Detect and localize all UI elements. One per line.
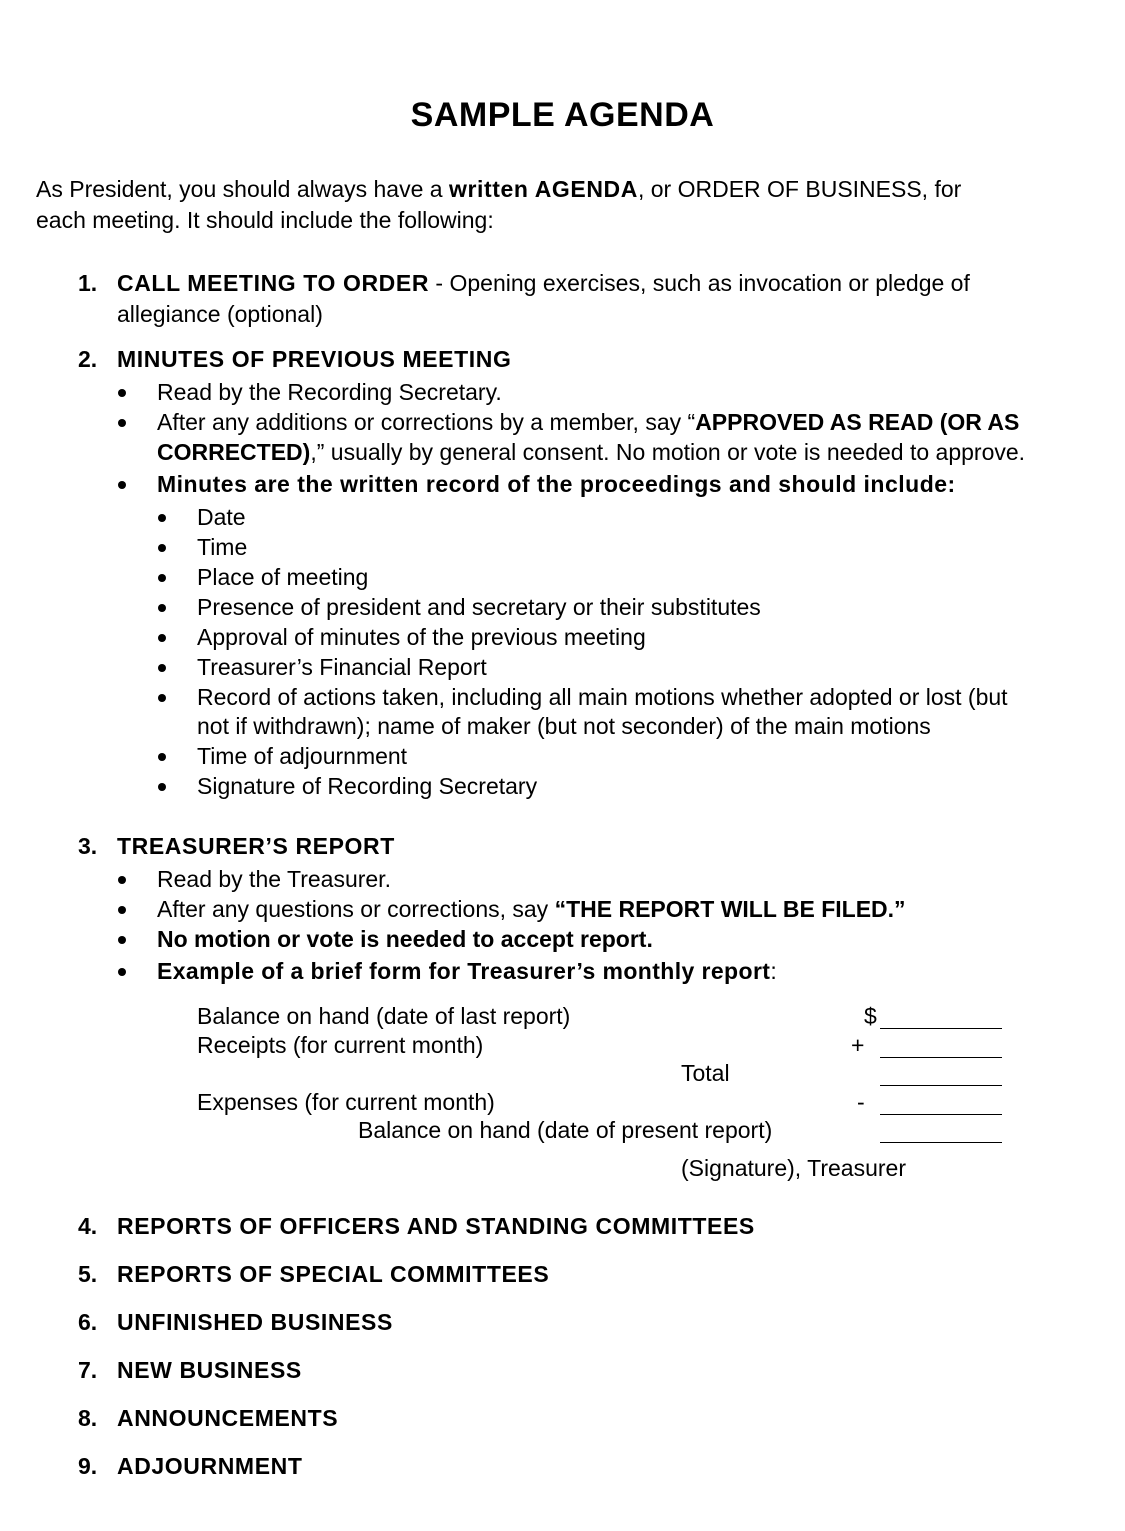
bullet-icon bbox=[118, 876, 126, 884]
agenda-item-heading: ADJOURNMENT bbox=[117, 1453, 303, 1479]
bullet-text-part: After any additions or corrections by a member, say “ bbox=[157, 409, 696, 435]
agenda-item-heading: REPORTS OF SPECIAL COMMITTEES bbox=[117, 1261, 550, 1287]
bullet-icon bbox=[158, 544, 166, 552]
bullet-icon bbox=[118, 389, 126, 397]
bullet-text bbox=[157, 896, 906, 923]
bullet-icon bbox=[158, 783, 166, 791]
list-item: Treasurer’s Financial Report bbox=[197, 654, 487, 680]
form-label-receipts: Receipts (for current month) bbox=[197, 1032, 484, 1058]
intro-line-1 bbox=[36, 176, 961, 203]
form-label-total: Total bbox=[681, 1060, 730, 1086]
agenda-item-minutes: MINUTES OF PREVIOUS MEETING bbox=[117, 346, 512, 372]
dollar-sign: $ bbox=[864, 1003, 877, 1029]
bullet-icon bbox=[158, 574, 166, 582]
report-filed-text: “THE REPORT WILL BE FILED.” bbox=[554, 896, 906, 922]
item-heading: CALL MEETING TO ORDER bbox=[117, 270, 430, 296]
list-item: Record of actions taken, including all main motions whether adopted or lost (but bbox=[197, 684, 1008, 710]
intro-text-continued: , or ORDER OF BUSINESS, for bbox=[637, 176, 962, 202]
agenda-item-call-to-order bbox=[117, 270, 970, 297]
bullet-icon bbox=[158, 753, 166, 761]
blank-line-balance-last bbox=[880, 1028, 1002, 1029]
blank-line-expenses bbox=[880, 1114, 1002, 1115]
plus-sign: + bbox=[851, 1032, 865, 1058]
form-label-balance-last: Balance on hand (date of last report) bbox=[197, 1003, 571, 1029]
item-number: 3. bbox=[78, 833, 98, 859]
bullet-icon bbox=[118, 419, 126, 427]
bullet-text-line-2 bbox=[157, 439, 1025, 466]
bullet-text bbox=[157, 409, 1019, 436]
item-number: 6. bbox=[78, 1309, 98, 1335]
blank-line-receipts bbox=[880, 1057, 1002, 1058]
agenda-item-heading: NEW BUSINESS bbox=[117, 1357, 302, 1383]
corrected-text: CORRECTED) bbox=[157, 439, 311, 465]
blank-line-total bbox=[880, 1085, 1002, 1086]
item-number: 7. bbox=[78, 1357, 98, 1383]
list-item: Signature of Recording Secretary bbox=[197, 773, 538, 799]
item-number: 2. bbox=[78, 346, 98, 372]
item-number: 8. bbox=[78, 1405, 98, 1431]
item-description-line-2: allegiance (optional) bbox=[117, 301, 323, 327]
form-label-balance-present: Balance on hand (date of present report) bbox=[358, 1117, 773, 1143]
intro-text: As President, you should always have a bbox=[36, 176, 449, 202]
agenda-item-heading: UNFINISHED BUSINESS bbox=[117, 1309, 393, 1335]
bullet-text: Read by the Recording Secretary. bbox=[157, 379, 502, 405]
treasurer-signature-label: (Signature), Treasurer bbox=[681, 1155, 906, 1181]
list-item: Presence of president and secretary or their substitutes bbox=[197, 594, 761, 620]
bullet-icon bbox=[118, 936, 126, 944]
list-item: Time bbox=[197, 534, 248, 560]
form-label-expenses: Expenses (for current month) bbox=[197, 1089, 495, 1115]
bullet-icon bbox=[158, 514, 166, 522]
bullet-text: Read by the Treasurer. bbox=[157, 866, 391, 892]
agenda-item-heading: REPORTS OF OFFICERS AND STANDING COMMITTEES bbox=[117, 1213, 755, 1239]
bullet-icon bbox=[118, 906, 126, 914]
item-number: 4. bbox=[78, 1213, 98, 1239]
list-item: Date bbox=[197, 504, 246, 530]
item-description: - Opening exercises, such as invocation or pledge of bbox=[429, 270, 970, 296]
minus-sign: - bbox=[857, 1089, 865, 1115]
bullet-text bbox=[157, 958, 777, 985]
bullet-text-part: ,” usually by general consent. No motion or vote is needed to approve. bbox=[310, 439, 1026, 465]
list-item: Place of meeting bbox=[197, 564, 369, 590]
blank-line-balance-present bbox=[880, 1142, 1002, 1143]
list-item: Approval of minutes of the previous meeting bbox=[197, 624, 646, 650]
item-number: 1. bbox=[78, 270, 98, 296]
page-title: SAMPLE AGENDA bbox=[410, 96, 715, 134]
list-item-continued: not if withdrawn); name of maker (but not seconder) of the main motions bbox=[197, 713, 931, 739]
agenda-item-treasurers-report: TREASURER’S REPORT bbox=[117, 833, 395, 859]
agenda-item-heading: ANNOUNCEMENTS bbox=[117, 1405, 339, 1431]
bullet-icon bbox=[158, 694, 166, 702]
bullet-icon bbox=[118, 968, 126, 976]
intro-line-2: each meeting. It should include the following: bbox=[36, 207, 494, 233]
approved-as-read-text: APPROVED AS READ (OR AS bbox=[695, 409, 1020, 435]
bullet-icon bbox=[158, 634, 166, 642]
bullet-text-bold: Minutes are the written record of the proceedings and should include: bbox=[157, 471, 956, 497]
bullet-icon bbox=[118, 481, 126, 489]
bullet-text-bold: No motion or vote is needed to accept report. bbox=[157, 926, 653, 952]
colon: : bbox=[770, 958, 777, 984]
intro-bold-text: written AGENDA bbox=[448, 176, 638, 202]
bullet-icon bbox=[158, 604, 166, 612]
bullet-icon bbox=[158, 664, 166, 672]
item-number: 5. bbox=[78, 1261, 98, 1287]
item-number: 9. bbox=[78, 1453, 98, 1479]
list-item: Time of adjournment bbox=[197, 743, 408, 769]
bullet-text-part: After any questions or corrections, say bbox=[157, 896, 555, 922]
example-form-heading: Example of a brief form for Treasurer’s monthly report bbox=[157, 958, 771, 984]
